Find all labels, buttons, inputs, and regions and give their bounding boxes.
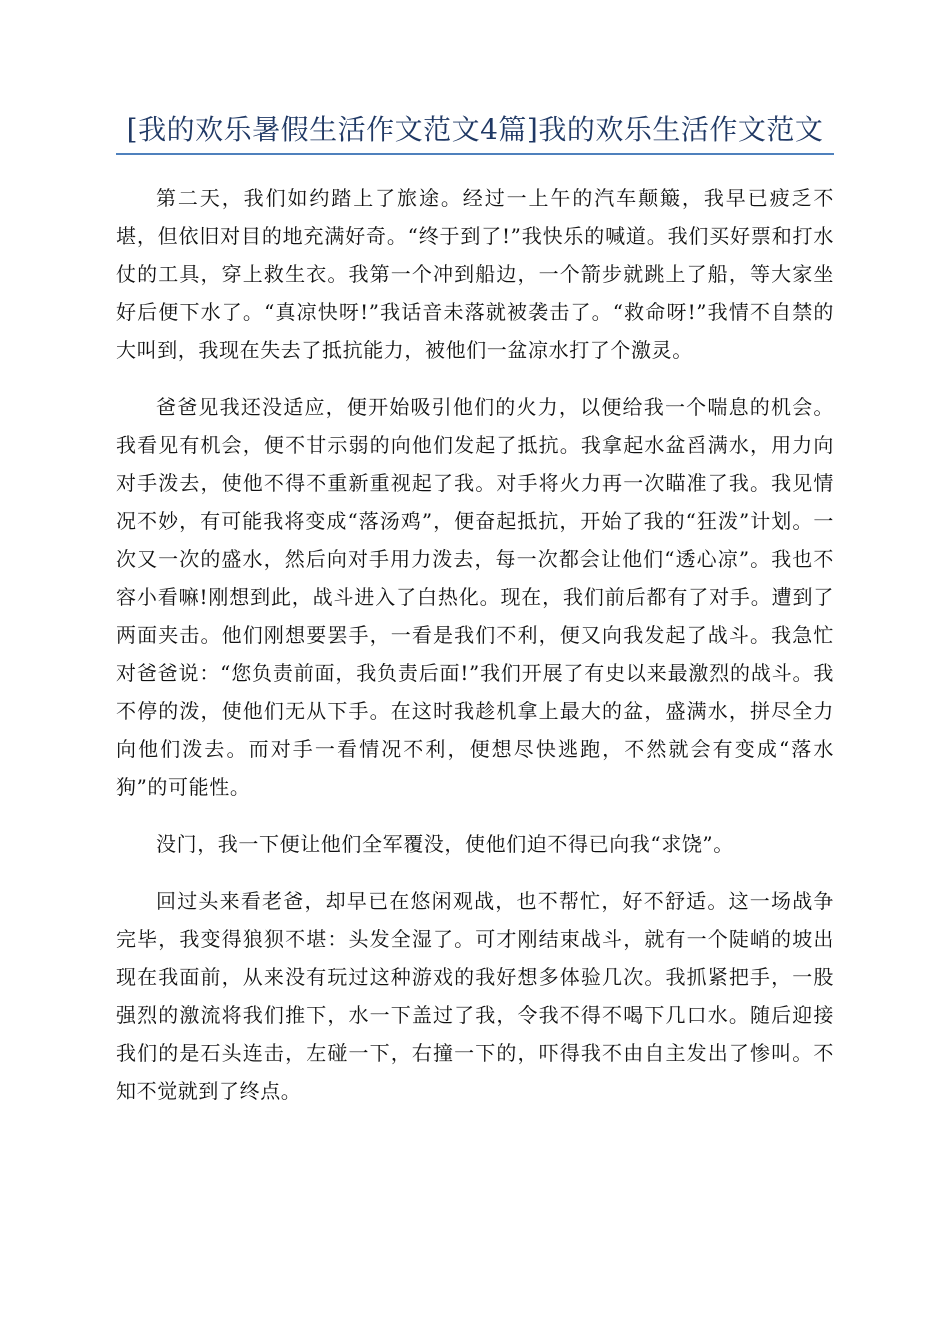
document-page xyxy=(116,110,834,1129)
document-title: [我的欢乐暑假生活作文范文4篇]我的欢乐生活作文范文 xyxy=(126,113,824,146)
paragraph: 爸爸见我还没适应，便开始吸引他们的火力，以便给我一个喘息的机会。我看见有机会，便不甘示弱的向他们发起了抵抗。我拿起水盆舀满水，用力向对手泼去，使他不得不重新重视起了我。对手将火力再一次瞄准了我。我见情况不妙，有可能我将变成“落汤鸡”，便奋起抵抗，开始了我的“狂泼”计划。一次又一次的盛水，然后向对手用力泼去，每一次都会让他们“透心凉”。我也不容小看嘛!刚想到此，战斗进入了白热化。现在，我们前后都有了对手。遭到了两面夹击。他们刚想要罢手，一看是我们不利，便又向我发起了战斗。我急忙对爸爸说：“您负责前面，我负责后面!”我们开展了有史以来最激烈的战斗。我不停的泼，使他们无从下手。在这时我趁机拿上最大的盆，盛满水，拼尽全力向他们泼去。而对手一看情况不利，便想尽快逃跑，不然就会有变成“落水狗”的可能性。 xyxy=(116,395,834,799)
paragraph: 回过头来看老爸，却早已在悠闲观战，也不帮忙，好不舒适。这一场战争完毕，我变得狼狈不堪：头发全湿了。可才刚结束战斗，就有一个陡峭的坡出现在我面前，从来没有玩过这种游戏的我好想多体验几次。我抓紧把手，一股强烈的激流将我们推下，水一下盖过了我，令我不得不喝下几口水。随后迎接我们的是石头连击，左碰一下，右撞一下的，吓得我不由自主发出了惨叫。不知不觉就到了终点。 xyxy=(116,889,834,1103)
title-underline xyxy=(116,153,834,155)
paragraph: 第二天，我们如约踏上了旅途。经过一上午的汽车颠簸，我早已疲乏不堪，但依旧对目的地充满好奇。“终于到了!”我快乐的喊道。我们买好票和打水仗的工具，穿上救生衣。我第一个冲到船边，一个箭步就跳上了船，等大家坐好后便下水了。“真凉快呀!”我话音未落就被袭击了。“救命呀!”我情不自禁的大叫到，我现在失去了抵抗能力，被他们一盆凉水打了个激灵。 xyxy=(116,186,834,362)
document-body xyxy=(116,179,834,1110)
paragraph: 没门，我一下便让他们全军覆没，使他们迫不得已向我“求饶”。 xyxy=(156,832,734,856)
